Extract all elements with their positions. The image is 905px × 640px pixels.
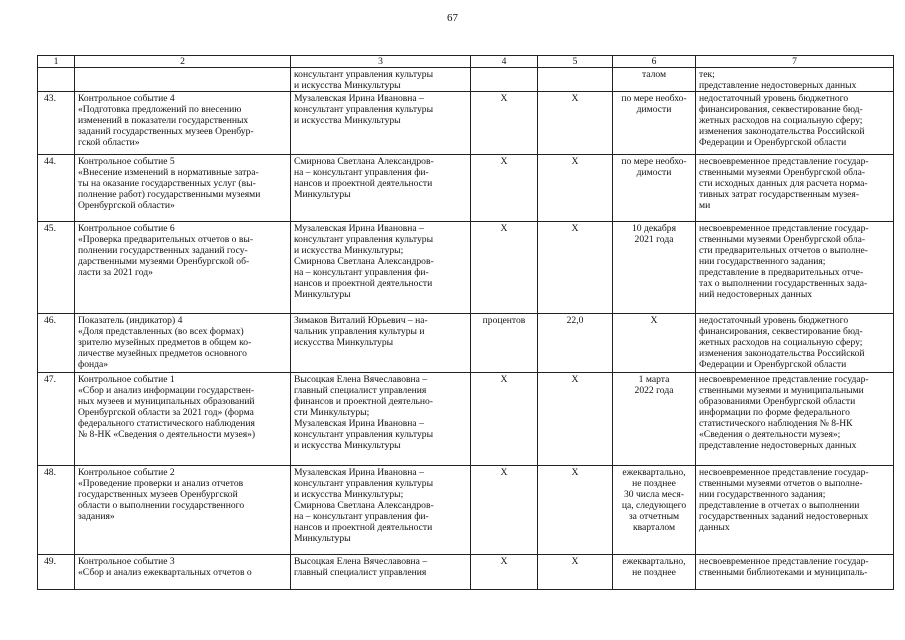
event-name: Контрольное событие 5 «Внесение изменений в нормативные затра- ты на оказание государственных услуг (вы- полнение работ) государственными музеями Оренбургской области»	[75, 155, 291, 222]
responsible-person: консультант управления культуры и искусства Минкультуры	[291, 68, 471, 92]
table-row	[38, 373, 894, 466]
responsible-person: Музалевская Ирина Ивановна – консультант управления культуры и искусства Минкультуры; Смирнова Светлана Александров- на – консультант управления фи- нансов и проектной деятельности Минкультуры	[291, 222, 471, 314]
deadline: 10 декабря 2021 года	[613, 222, 696, 314]
event-name: Контрольное событие 1 «Сбор и анализ информации государствен- ных музеев и муниципальных образований Оренбургской области за 2021 год» (форма федерального статистического наблюдения № 8-НК «Сведения о деятельности музея»)	[75, 373, 291, 466]
risk: несвоевременное представление государ- ственными музеями Оренбургской обла- сти предварительных отчетов о выполне- нии государственного задания; представление в предварительных отче- тах о выполнении государственных зада- ний недостоверных данных	[696, 222, 894, 314]
responsible-person: Музалевская Ирина Ивановна – консультант управления культуры и искусства Минкультуры	[291, 92, 471, 155]
event-name: Показатель (индикатор) 4 «Доля представленных (во всех формах) зрителю музейных предметов в общем ко- личестве музейных предметов основного фонда»	[75, 314, 291, 373]
responsible-person: Зимаков Виталий Юрьевич – на- чальник управления культуры и искусства Минкультуры	[291, 314, 471, 373]
unit	[471, 68, 538, 92]
risk: несвоевременное представление государ- ственными музеями Оренбургской обла- сти исходных данных для расчета норма- тивных затрат государственным музея- ми	[696, 155, 894, 222]
unit: Х	[471, 555, 538, 590]
deadline: по мере необхо- димости	[613, 155, 696, 222]
row-number: 45.	[38, 222, 75, 314]
responsible-person: Высоцкая Елена Вячеславовна – главный специалист управления финансов и проектной деятельно- сти Минкультуры; Музалевская Ирина Ивановна – консультант управления культуры и искусства Минкультуры	[291, 373, 471, 466]
row-number: 43.	[38, 92, 75, 155]
column-header: 3	[291, 56, 471, 68]
table-row	[38, 92, 894, 155]
row-number: 48.	[38, 466, 75, 555]
plan-table	[37, 55, 894, 590]
event-name	[75, 68, 291, 92]
page-number: 67	[447, 12, 458, 24]
row-number: 49.	[38, 555, 75, 590]
column-header: 4	[471, 56, 538, 68]
risk: тек; представление недостоверных данных	[696, 68, 894, 92]
unit: Х	[471, 155, 538, 222]
responsible-person: Музалевская Ирина Ивановна – консультант управления культуры и искусства Минкультуры; Смирнова Светлана Александров- на – консультант управления фи- нансов и проектной деятельности Минкультуры	[291, 466, 471, 555]
unit: Х	[471, 92, 538, 155]
event-name: Контрольное событие 2 «Проведение проверки и анализ отчетов государственных музеев Оренбургской области о выполнении государственного задания»	[75, 466, 291, 555]
risk: несвоевременное представление государ- ственными музеями и муниципальными образованиями Оренбургской области информации по форме федерального статистического наблюдения № 8-НК «Сведения о деятельности музея»; представление недостоверных данных	[696, 373, 894, 466]
event-name: Контрольное событие 4 «Подготовка предложений по внесению изменений в показатели государственных заданий государственных музеев Оренбур- гской области»	[75, 92, 291, 155]
row-number: 44.	[38, 155, 75, 222]
risk: недостаточный уровень бюджетного финансирования, секвестирование бюд- жетных расходов на социальную сферу; изменения законодательства Российской Федерации и Оренбургской области	[696, 92, 894, 155]
column-header: 1	[38, 56, 75, 68]
row-number: 46.	[38, 314, 75, 373]
deadline: Х	[613, 314, 696, 373]
column-header: 5	[538, 56, 613, 68]
unit: Х	[471, 222, 538, 314]
responsible-person: Смирнова Светлана Александров- на – консультант управления фи- нансов и проектной деятельности Минкультуры	[291, 155, 471, 222]
target-value: 22,0	[538, 314, 613, 373]
unit: Х	[471, 373, 538, 466]
table-row	[38, 222, 894, 314]
responsible-person: Высоцкая Елена Вячеславовна – главный специалист управления	[291, 555, 471, 590]
target-value	[538, 68, 613, 92]
event-name: Контрольное событие 3 «Сбор и анализ ежеквартальных отчетов о	[75, 555, 291, 590]
risk: недостаточный уровень бюджетного финансирования, секвестирование бюд- жетных расходов на социальную сферу; изменения законодательства Российской Федерации и Оренбургской области	[696, 314, 894, 373]
unit: Х	[471, 466, 538, 555]
deadline: талом	[613, 68, 696, 92]
risk: несвоевременное представление государ- ственными музеями отчетов о выполне- нии государственного задания; представление в отчетах о выполнении государственных заданий недостоверных данных	[696, 466, 894, 555]
table-row	[38, 555, 894, 590]
table-row-continuation	[38, 68, 894, 92]
unit: процентов	[471, 314, 538, 373]
target-value: Х	[538, 466, 613, 555]
event-name: Контрольное событие 6 «Проверка предварительных отчетов о вы- полнении государственных заданий госу- дарственными музеями Оренбургской об- ласти за 2021 год»	[75, 222, 291, 314]
column-header-row	[38, 56, 894, 68]
table-row	[38, 314, 894, 373]
target-value: Х	[538, 92, 613, 155]
row-number: 47.	[38, 373, 75, 466]
target-value: Х	[538, 222, 613, 314]
table-row	[38, 155, 894, 222]
column-header: 2	[75, 56, 291, 68]
table-row	[38, 466, 894, 555]
deadline: 1 марта 2022 года	[613, 373, 696, 466]
deadline: по мере необхо- димости	[613, 92, 696, 155]
target-value: Х	[538, 555, 613, 590]
row-number	[38, 68, 75, 92]
risk: несвоевременное представление государ- ственными библиотеками и муниципаль-	[696, 555, 894, 590]
target-value: Х	[538, 373, 613, 466]
target-value: Х	[538, 155, 613, 222]
deadline: ежеквартально, не позднее	[613, 555, 696, 590]
deadline: ежеквартально, не позднее 30 числа меся- ца, следующего за отчетным кварталом	[613, 466, 696, 555]
column-header: 7	[696, 56, 894, 68]
column-header: 6	[613, 56, 696, 68]
